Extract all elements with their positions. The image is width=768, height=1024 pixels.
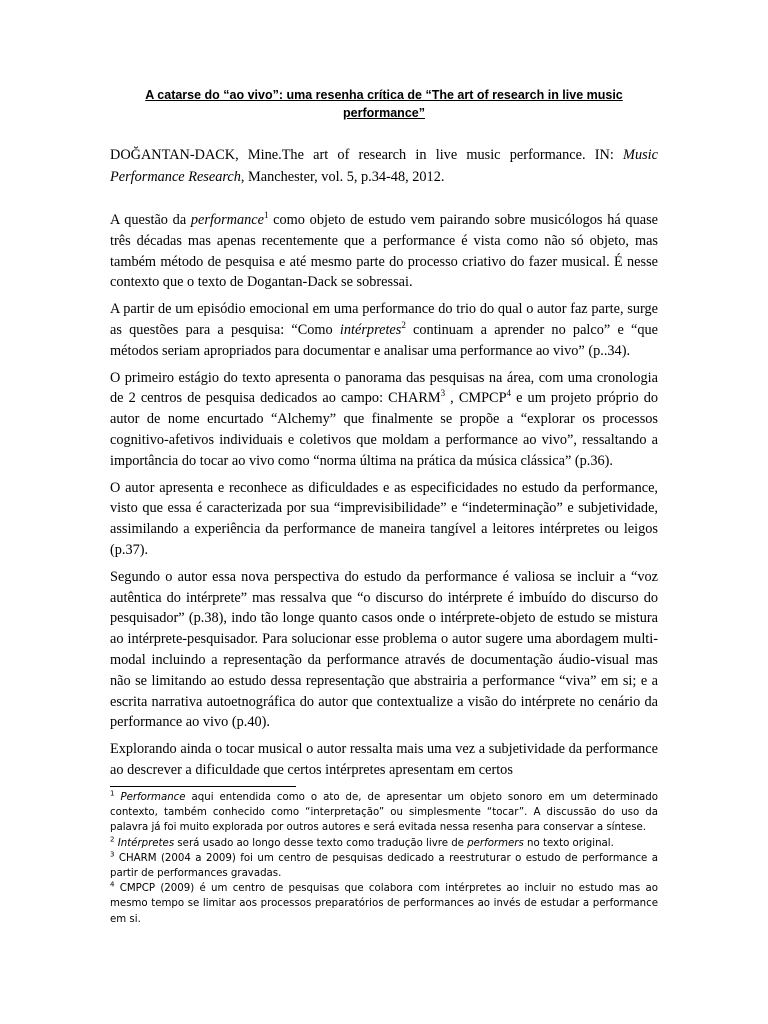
- p3-text-c: e um projeto próprio do autor de nome encurtado “Alchemy” que finalmente se propõe a “explorar os processos cognitivo-afetivos individuais e coletivos que moldam a performance ao vivo”, ressaltando a importância do tocar ao vivo como “norma última na prática da música clássica” (p.36).: [110, 390, 658, 469]
- reference-details: , Manchester, vol. 5, p.34-48, 2012.: [240, 169, 445, 185]
- reference-journal: Music Performance Research: [110, 147, 658, 185]
- p1-text-a: A questão da: [110, 212, 191, 228]
- paragraph-5: Segundo o autor essa nova perspectiva do estudo da performance é valiosa se incluir a “voz autêntica do intérprete” mas ressalva que “o discurso do intérprete é imbuído do discurso do pesquisador” (p.38), indo tão longe quanto casos onde o intérprete-objeto de estudo se mistura ao intérprete-pesquisador. Para solucionar esse problema o autor sugere uma abordagem multi-modal incluindo a representação da performance através de documentação áudio-visual mas não se limitando ao estudo dessa representação que abstrairia a performance “viva” em si; e a escrita narrativa autoetnográfica do autor que contextualize a visão do intérprete no cenário da performance ao vivo (p.40).: [110, 568, 658, 731]
- p2-emphasis: intérpretes: [339, 321, 402, 338]
- footnotes: [110, 790, 658, 927]
- p2-text-b: continuam a aprender no palco” e “que métodos seriam apropriados para documentar e analisar uma performance ao vivo” (p..34).: [110, 321, 659, 359]
- reference-authors: DOĞANTAN-DACK, Mine.: [110, 147, 282, 163]
- footnote-ref-2: 2: [401, 320, 406, 331]
- footnote-3-number: 3: [110, 850, 115, 859]
- footnote-2-text: será usado ao longo desse texto como tradução livre de: [174, 837, 468, 849]
- footnote-ref-1: 1: [263, 210, 269, 221]
- footnote-2-emphasis-2: performers: [467, 837, 524, 849]
- p2-text-a: A partir de um episódio emocional em uma performance do trio do qual o autor faz parte, surge as questões para a pesquisa: “Como: [110, 301, 658, 338]
- paragraph-3: [110, 368, 658, 472]
- footnote-1-emphasis: Performance: [120, 792, 186, 803]
- document-body: [110, 86, 658, 787]
- footnote-3-text: CHARM (2004 a 2009) foi um centro de pesquisas dedicado a reestruturar o estudo de performance a partir de performances gravadas.: [110, 852, 658, 880]
- bibliographic-reference: [110, 144, 658, 188]
- document-title: A catarse do “ao vivo”: uma resenha crítica de “The art of research in live music performance”: [145, 88, 623, 120]
- reference-work: The art of research in live music performance. IN:: [281, 147, 624, 163]
- p3-text-b: , CMPCP: [445, 390, 507, 407]
- footnote-4-number: 4: [110, 880, 115, 889]
- footnote-1: [110, 790, 658, 836]
- footnote-1-number: 1: [110, 789, 115, 798]
- footnote-4: [110, 881, 658, 927]
- footnote-2-emphasis: Intérpretes: [117, 837, 175, 849]
- footnote-1-text: aqui entendida como o ato de, de apresentar um objeto sonoro em um determinado contexto, também conhecido como “interpretação” ou simplesmente “tocar”. A discussão do uso da palavra já foi muito explorada por outros autores e será evitada nessa resenha para conservar a síntese.: [110, 792, 658, 834]
- footnote-3: [110, 851, 658, 881]
- footnote-2-text-end: no texto original.: [523, 837, 614, 849]
- paragraph-1: [110, 210, 658, 293]
- footnote-2: [110, 836, 658, 851]
- paragraph-6: Explorando ainda o tocar musical o autor ressalta mais uma vez a subjetividade da performance ao descrever a dificuldade que certos intérpretes apresentam em certos: [110, 741, 658, 778]
- paragraph-4: O autor apresenta e reconhece as dificuldades e as especificidades no estudo da performance, visto que essa é caracterizada por sua “imprevisibilidade” e “indeterminação” e subjetividade, assimilando a experiência da performance de maneira tangível a leitores intérpretes ou leigos (p.37).: [110, 479, 658, 558]
- p3-text-a: O primeiro estágio do texto apresenta o panorama das pesquisas na área, com uma cronologia de 2 centros de pesquisa dedicados ao campo: CHARM: [110, 369, 658, 407]
- footnote-2-number: 2: [110, 835, 115, 844]
- footnote-4-text: CMPCP (2009) é um centro de pesquisas que colabora com intérpretes ao incluir no estudo mas ao mesmo tempo se limitar aos processos preparatórios de performances ao invés de estudar a performance em si.: [110, 883, 658, 925]
- p1-emphasis: performance: [190, 212, 264, 228]
- paragraph-2: [110, 299, 658, 361]
- footnote-divider: [110, 786, 296, 787]
- footnote-ref-3: 3: [440, 388, 446, 399]
- p1-text-b: como objeto de estudo vem pairando sobre musicólogos há quase três décadas mas apenas recentemente que a performance é vista como não só objeto, mas também método de pesquisa e até mesmo parte do processo criativo do fazer musical. É nesse contexto que o texto de Dogantan-Dack se sobressai.: [110, 212, 658, 291]
- footnote-ref-4: 4: [506, 388, 512, 399]
